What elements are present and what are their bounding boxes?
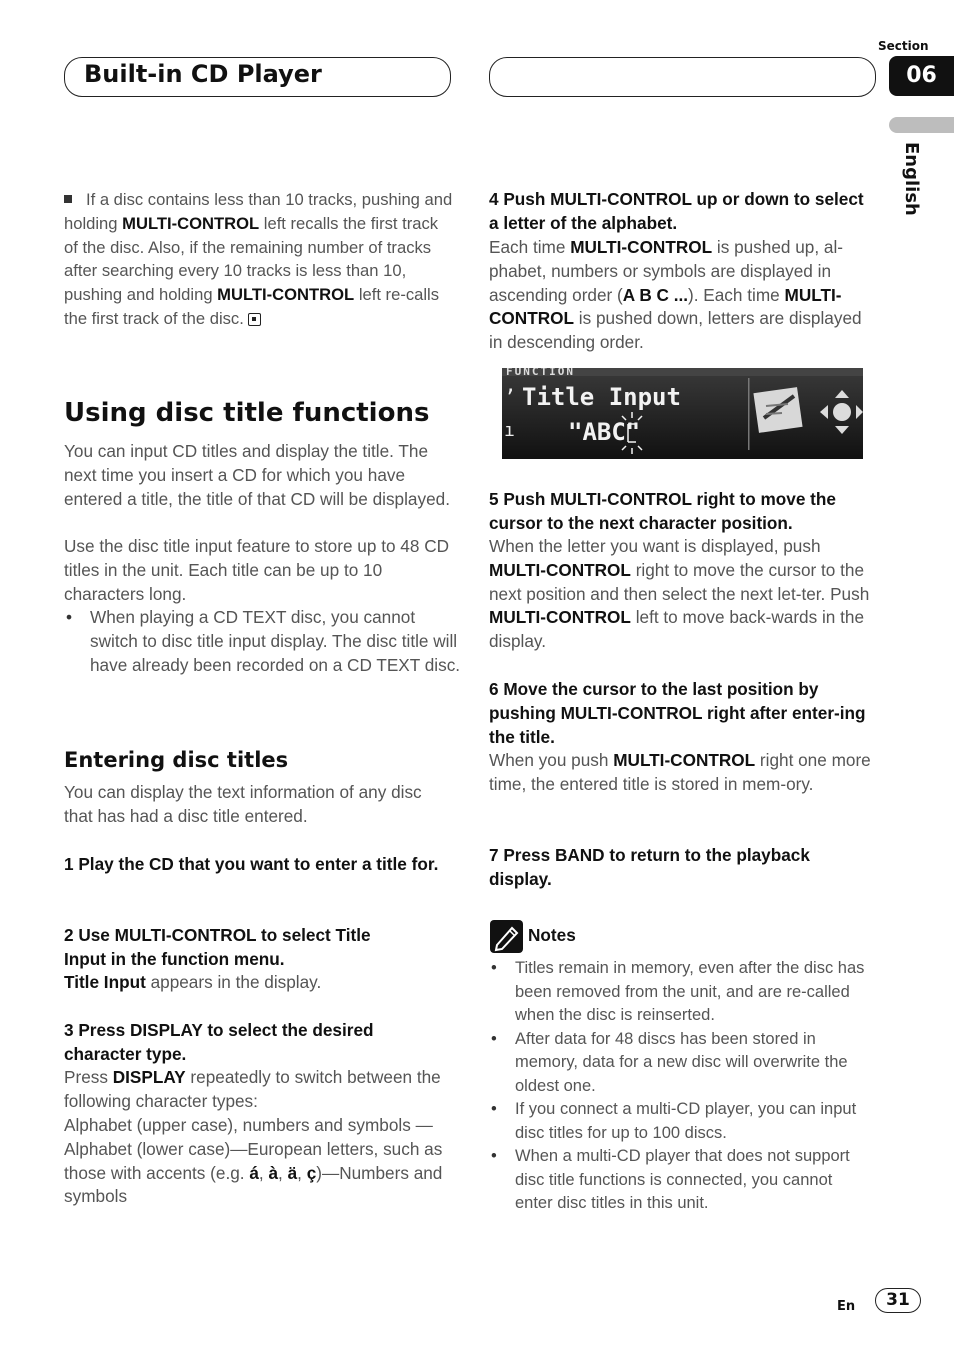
bullet-dot-icon: • <box>491 959 497 977</box>
intro-note: If a disc contains less than 10 tracks, pushing and holding MULTI-CONTROL left recalls the first track of the disc. Also, if the remaining number of tracks after searching every 10 tracks is less than 10, pushing and holding MULTI-CONTROL left re-calls the first track of the disc. <box>64 190 453 328</box>
display-top-text: FUNCTION <box>506 368 575 378</box>
header-empty-frame <box>489 57 876 97</box>
step-7-title: 7 Press BAND to return to the playback display. <box>489 845 810 889</box>
page-title: Built-in CD Player <box>84 60 322 88</box>
bullet-dot-icon: • <box>491 1147 497 1165</box>
bullet-dot-icon: • <box>66 607 73 627</box>
using-bullet: • When playing a CD TEXT disc, you cannot switch to disc title input display. The disc title will have already been recorded on a CD TEXT disc. <box>66 607 461 675</box>
step-2-text: Title Input appears in the display. <box>64 972 322 992</box>
language-label: English <box>901 142 922 216</box>
svg-text:’: ’ <box>504 385 517 409</box>
section-label: Section <box>878 39 929 53</box>
step-3-title: 3 Press DISPLAY to select the desired character type. <box>64 1020 374 1064</box>
step-2-title: 2 Use MULTI-CONTROL to select Title Input in the function menu. <box>64 925 371 969</box>
language-tab <box>889 117 954 133</box>
notes-list <box>489 957 874 1216</box>
using-para-1: You can input CD titles and display the title. The next time you insert a CD for which you have entered a title, the title of that CD will be displayed. <box>64 441 450 509</box>
step-5-text: When the letter you want is displayed, push MULTI-CONTROL right to move the cursor to the next position and then select the next let-ter. Push MULTI-CONTROL left to move back-wards in the display. <box>489 536 870 652</box>
pen-note-icon <box>490 920 523 953</box>
list-item: • When a multi-CD player that does not support disc title functions is connected, you cannot enter disc titles in this unit. <box>491 1147 850 1212</box>
list-item: • If you connect a multi-CD player, you can input disc titles for up to 100 discs. <box>491 1100 857 1142</box>
list-item: • After data for 48 discs has been stored in memory, data for a new disc will overwrite the oldest one. <box>491 1029 848 1095</box>
bullet-dot-icon: • <box>491 1100 497 1118</box>
svg-text:ı: ı <box>504 420 515 441</box>
display-line-2: "ABC" <box>568 418 641 446</box>
step-5-title: 5 Push MULTI-CONTROL right to move the cursor to the next character position. <box>489 489 836 533</box>
pencil-notepad-icon <box>753 387 802 433</box>
step-3-character-types: Alphabet (upper case), numbers and symbols —Alphabet (lower case)—European letters, such as those with accents (e.g. á, à, ä, ç)—Numbers and symbols <box>64 1115 443 1207</box>
footer-language-code: En <box>837 1299 856 1314</box>
page-number: 31 <box>875 1288 921 1313</box>
step-6-text: When you push MULTI-CONTROL right one more time, the entered title is stored in mem-ory. <box>489 750 871 794</box>
using-para-2: Use the disc title input feature to store up to 48 CD titles in the unit. Each title can be up to 10 characters long. <box>64 536 450 604</box>
heading-entering-disc-titles: Entering disc titles <box>64 748 289 772</box>
step-4-text: Each time MULTI-CONTROL is pushed up, al-phabet, numbers or symbols are displayed in ascending order (A B C ...). Each time MULTI-CONTROL is pushed down, letters are displayed in descending order. <box>489 237 862 353</box>
display-illustration <box>502 368 863 459</box>
display-line-1: Title Input <box>522 383 681 411</box>
step-6-title: 6 Move the cursor to the last position by pushing MULTI-CONTROL right after enter-ing the title. <box>489 679 866 747</box>
notes-icon <box>490 920 523 953</box>
square-bullet-icon <box>64 195 72 203</box>
step-3-text: Press DISPLAY repeatedly to switch between the following character types: <box>64 1067 441 1111</box>
notes-heading: Notes <box>528 925 576 945</box>
section-number-badge: 06 <box>889 56 954 96</box>
end-mark-icon <box>248 313 261 326</box>
entering-para: You can display the text information of any disc that has had a disc title entered. <box>64 782 422 826</box>
step-4-title: 4 Push MULTI-CONTROL up or down to select a letter of the alphabet. <box>489 189 864 233</box>
heading-using-disc-title: Using disc title functions <box>64 398 430 428</box>
bullet-dot-icon: • <box>491 1029 497 1048</box>
display-svg <box>502 368 863 459</box>
step-1-title: 1 Play the CD that you want to enter a title for. <box>64 854 439 874</box>
list-item: • Titles remain in memory, even after the disc has been removed from the unit, and are re-called when the disc is reinserted. <box>491 959 865 1024</box>
